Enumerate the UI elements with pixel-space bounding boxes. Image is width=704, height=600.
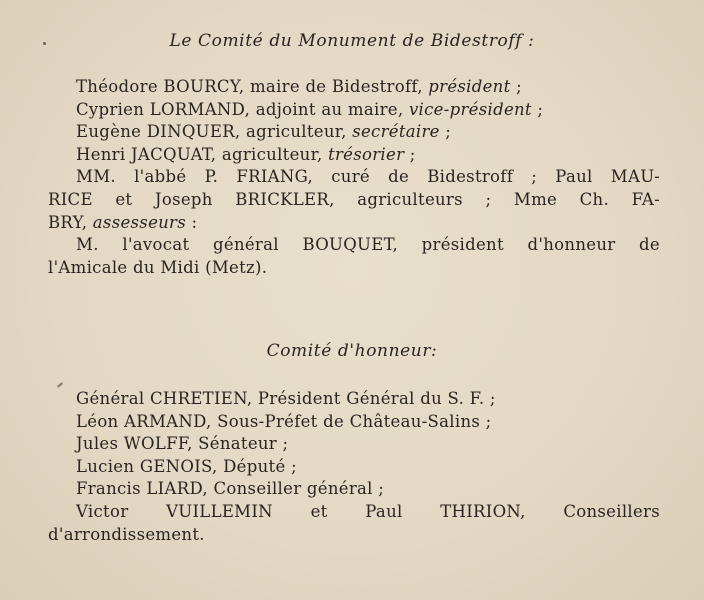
member-role: vice-président <box>408 99 532 119</box>
punctuation: ; <box>404 144 416 164</box>
member-name: Cyprien LORMAND, adjoint au maire, <box>76 99 409 119</box>
member-line <box>48 99 660 122</box>
honor-member-line: Victor VUILLEMIN et Paul THIRION, Conseillers <box>76 501 660 521</box>
honor-committee-list <box>48 388 660 546</box>
member-role: président <box>428 77 511 96</box>
punctuation: ; <box>439 122 452 142</box>
assessors-line-1: MM. l'abbé P. FRIANG, curé de Bidestroff ; Paul MAU- <box>76 167 660 187</box>
member-name: Théodore BOURCY, maire de Bidestroff, <box>76 77 429 96</box>
honor-member-line: d'arrondissement. <box>48 524 205 544</box>
honorary-president-line-1: M. l'avocat général BOUQUET, président d'honneur de <box>76 235 660 255</box>
honor-committee-heading: Comité d'honneur: <box>266 341 438 361</box>
punctuation: ; <box>510 77 522 96</box>
ink-mark <box>57 382 63 387</box>
member-name: Henri JACQUAT, agriculteur, <box>76 144 329 164</box>
honor-member-line: Jules WOLFF, Sénateur ; <box>76 434 289 454</box>
assessors-name: BRY, <box>48 212 93 232</box>
honorary-president-line-2: l'Amicale du Midi (Metz). <box>48 257 268 277</box>
honor-member-line: Léon ARMAND, Sous-Préfet de Château-Salins ; <box>76 411 492 431</box>
punctuation: ; <box>531 99 544 119</box>
member-line <box>48 76 660 99</box>
assessors-line-2: RICE et Joseph BRICKLER, agriculteurs ; Mme Ch. FA- <box>48 189 660 209</box>
member-role: trésorier <box>328 144 405 164</box>
member-line <box>48 121 660 144</box>
honor-member-line: Général CHRETIEN, Président Général du S. F. ; <box>76 389 496 408</box>
member-line <box>48 144 660 167</box>
member-role: secrétaire <box>352 122 440 142</box>
honor-member-line: Francis LIARD, Conseiller général ; <box>76 479 385 499</box>
committee-list <box>48 76 660 279</box>
assessors-line-3 <box>48 212 660 235</box>
assessors-role: assesseurs <box>92 212 187 232</box>
punctuation: : <box>186 212 198 232</box>
honor-member-line: Lucien GENOIS, Député ; <box>76 456 297 476</box>
member-name: Eugène DINQUER, agriculteur, <box>76 122 353 142</box>
committee-heading: Le Comité du Monument de Bidestroff : <box>169 31 535 51</box>
